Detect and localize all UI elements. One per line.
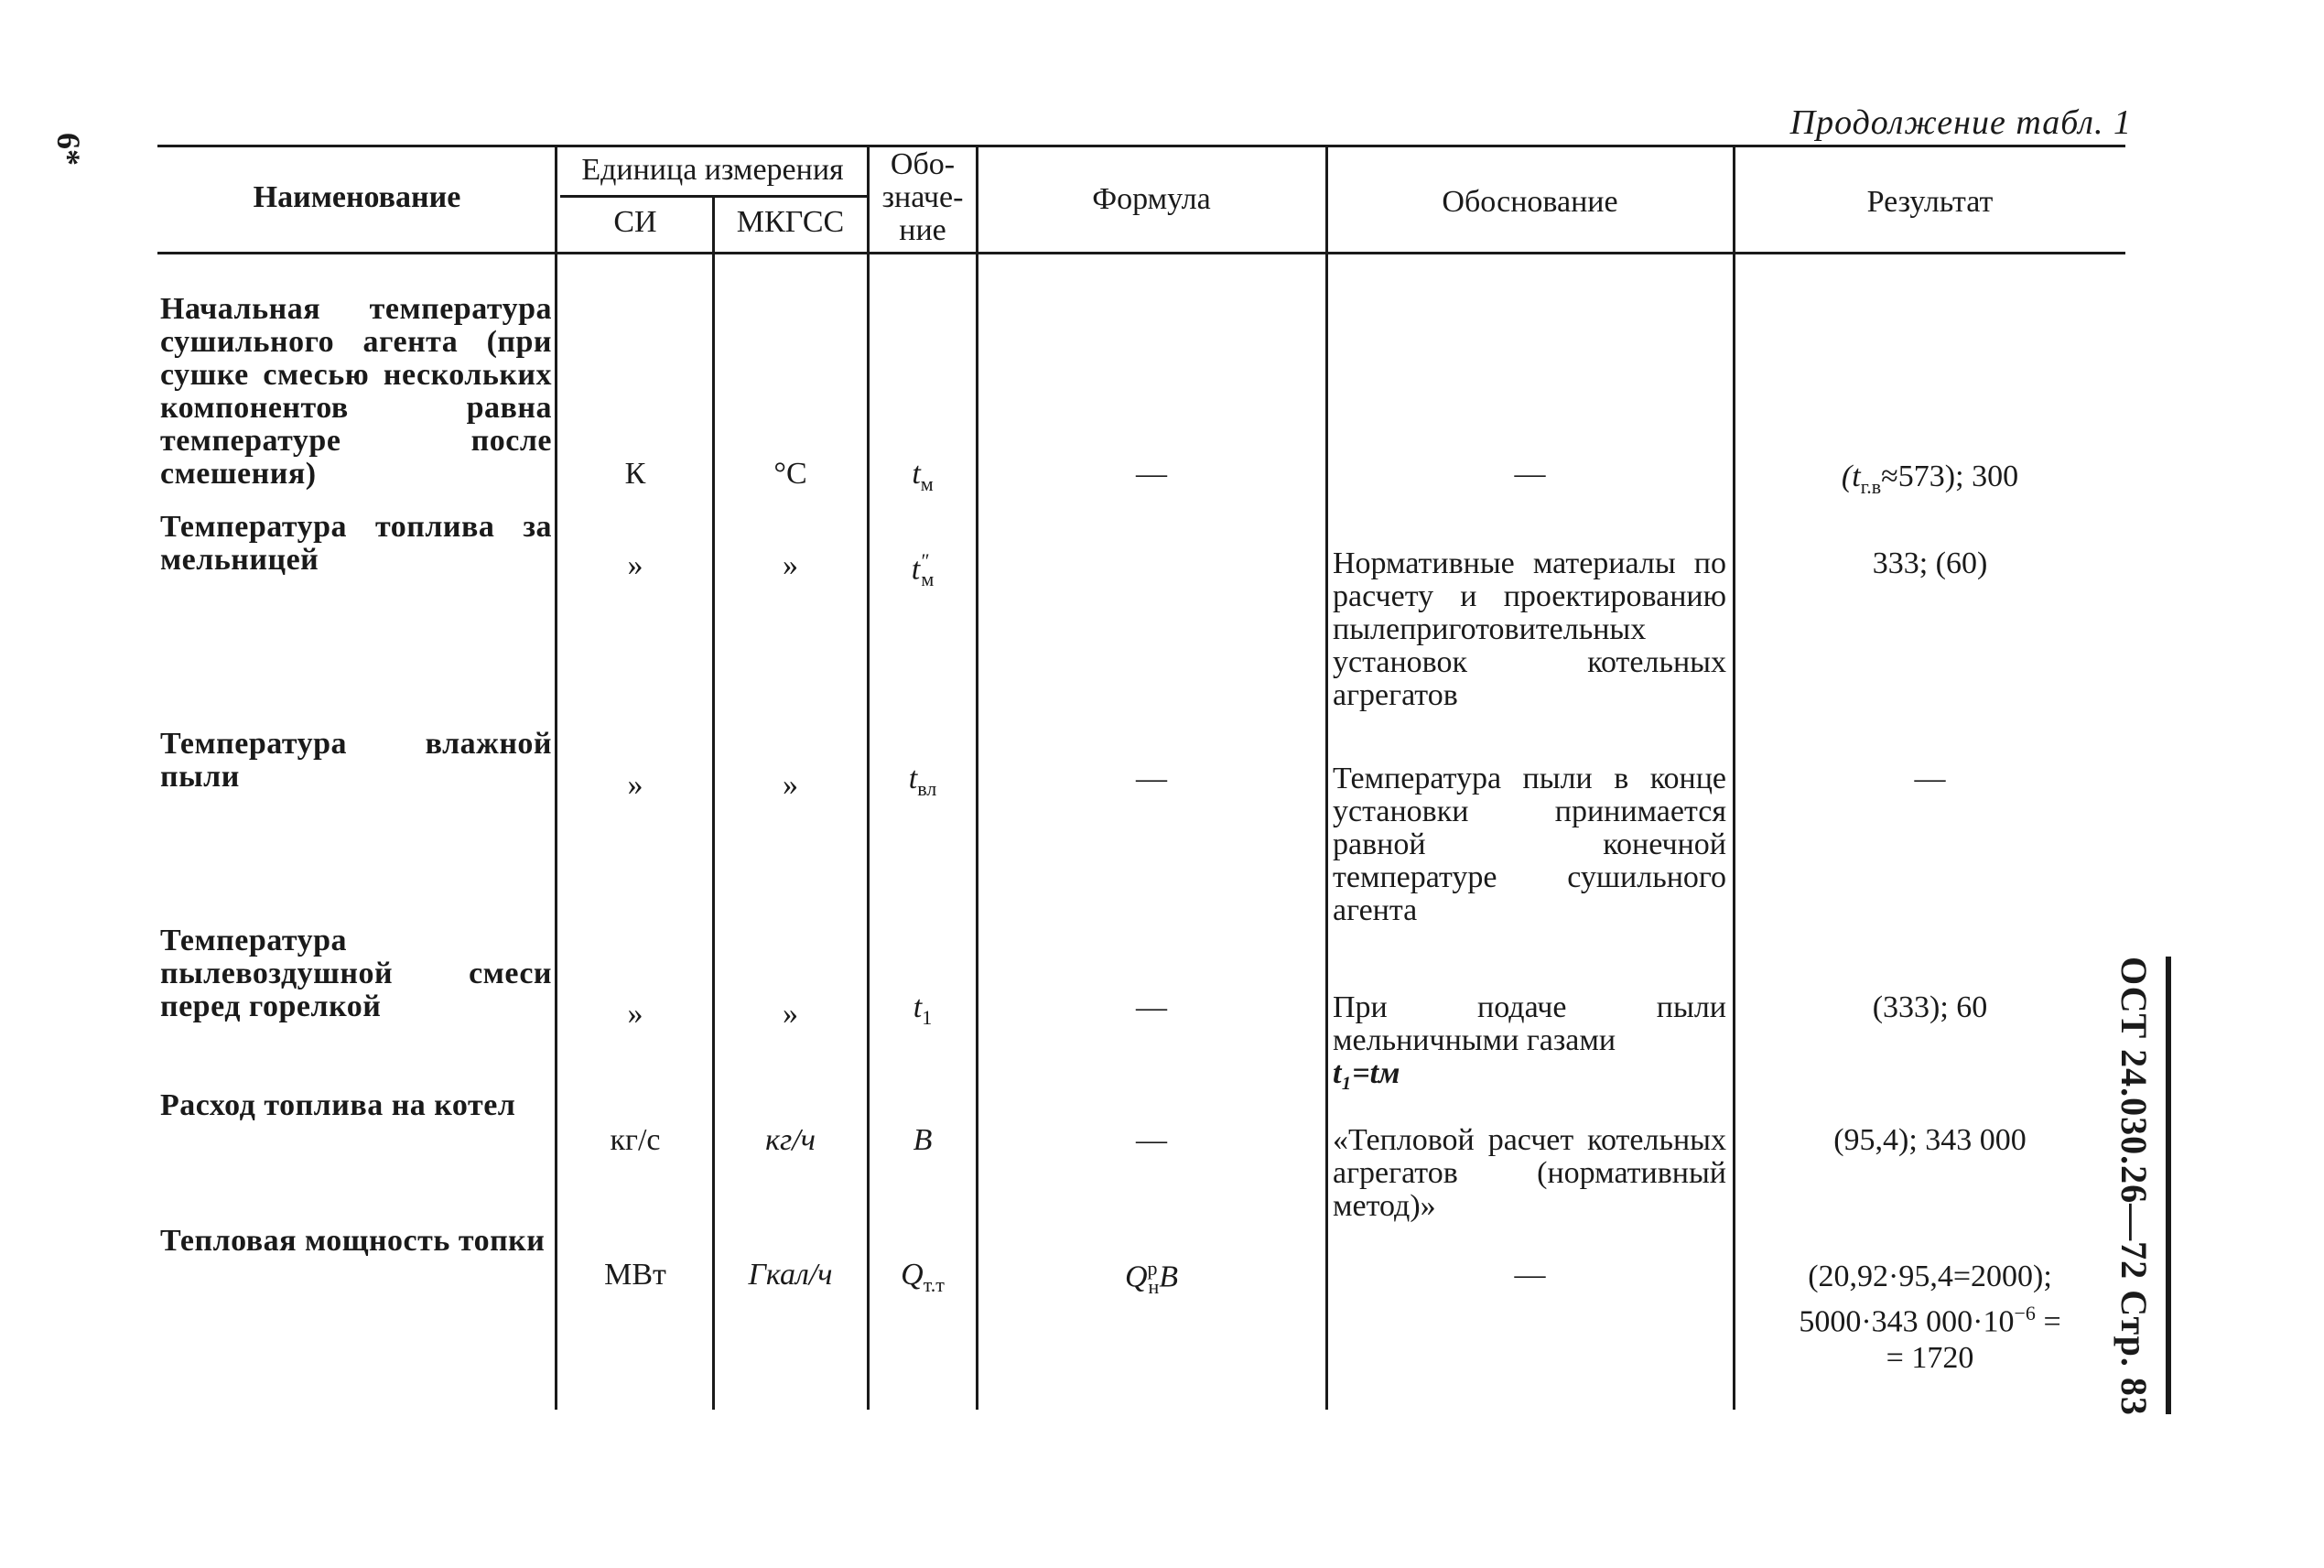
header-symbol-text: Обо-значе-ние <box>881 147 964 247</box>
row-1-formula: — <box>1136 457 1167 491</box>
row-1-symbol <box>870 458 976 501</box>
row-6-result-line-3: = 1720 <box>1886 1341 1974 1376</box>
row-5-unit-si: кг/с <box>610 1123 661 1157</box>
row-4-basis-formula: t₁=tм <box>1333 1056 1400 1090</box>
row-1-result-tail: ≈573); 300 <box>1881 460 2019 493</box>
row-1-result-sub: г.в <box>1860 474 1882 498</box>
col-divider-2 <box>712 197 715 1410</box>
row-3-result: — <box>1914 762 1946 795</box>
row-4-unit-si: » <box>627 997 643 1031</box>
row-5-result: (95,4); 343 000 <box>1833 1123 2027 1157</box>
header-unit-si: СИ <box>613 205 657 239</box>
row-6-result-line-2-base: 5000·343 000·10 <box>1799 1304 2015 1339</box>
row-3-symbol-sub: вл <box>917 776 937 800</box>
row-3-symbol-base: t <box>908 762 918 795</box>
table-continuation-caption: Продолжение табл. 1 <box>1789 103 2132 142</box>
row-6-unit-mkgss: Гкал/ч <box>748 1258 833 1292</box>
row-4-basis-text: При подаче пыли мельничными газами <box>1333 990 1726 1057</box>
row-6-result-line-2 <box>1735 1295 2125 1340</box>
row-6-basis: — <box>1514 1258 1546 1292</box>
table-top-rule <box>157 145 2125 147</box>
row-1-name: Начальная температура сушильного агента (при сушке смесью нескольких компонентов равна температуре после смешения) <box>160 292 552 491</box>
row-6-symbol-sub: т.т <box>923 1272 945 1296</box>
row-4-symbol <box>870 991 976 1034</box>
row-2-symbol-sup: ″ <box>920 549 929 572</box>
row-6-symbol <box>870 1259 976 1302</box>
row-1-basis: — <box>1514 457 1546 491</box>
row-4-formula: — <box>1136 990 1167 1024</box>
row-3-basis: Температура пыли в конце установки принимается равной конечной температуре сушильного агента <box>1333 762 1726 927</box>
col-divider-5 <box>1325 146 1328 1410</box>
row-2-result: 333; (60) <box>1872 546 1988 580</box>
row-1-result <box>1735 460 2125 503</box>
row-6-formula-sub: н <box>1148 1275 1160 1299</box>
row-5-symbol: B <box>913 1123 933 1157</box>
header-result: Результат <box>1866 185 1994 219</box>
header-unit-mkgss: МКГСС <box>736 205 845 239</box>
header-formula: Формула <box>1092 182 1211 216</box>
row-2-unit-mkgss: » <box>783 548 798 582</box>
row-4-unit-mkgss: » <box>783 997 798 1031</box>
row-4-symbol-sub: 1 <box>922 1005 933 1029</box>
row-6-formula-base: Q <box>1124 1260 1148 1294</box>
row-5-basis: «Тепловой расчет котельных агрегатов (нормативный метод)» <box>1333 1123 1726 1223</box>
row-6-formula-tail: B <box>1159 1260 1179 1294</box>
row-4-name: Температура пылевоздушной смеси перед горелкой <box>160 924 552 1023</box>
row-2-symbol <box>870 545 976 596</box>
row-2-symbol-sub: м <box>921 568 935 591</box>
row-4-basis <box>1333 991 1726 1090</box>
header-bottom-rule <box>157 252 2125 254</box>
row-5-name: Расход топлива на котел <box>160 1088 516 1122</box>
row-6-formula <box>978 1252 1325 1303</box>
row-3-unit-mkgss: » <box>783 768 798 802</box>
row-3-symbol <box>870 762 976 806</box>
row-4-result: (333); 60 <box>1872 990 1988 1024</box>
col-divider-1 <box>555 146 557 1410</box>
header-name: Наименование <box>253 180 461 214</box>
header-basis: Обоснование <box>1442 185 1618 219</box>
row-6-result-line-1: (20,92·95,4=2000); <box>1808 1260 2052 1293</box>
header-unit-group: Единица измерения <box>581 153 844 187</box>
page-mark: 6* <box>50 133 87 166</box>
row-2-name: Температура топлива за мельницей <box>160 510 552 577</box>
row-6-result-line-2-exp: −6 <box>2014 1302 2036 1325</box>
row-6-result-line-2-eq: = <box>2035 1304 2061 1339</box>
row-5-unit-mkgss: кг/ч <box>765 1123 816 1157</box>
row-4-symbol-base: t <box>913 990 923 1024</box>
row-3-name: Температура влажной пыли <box>160 727 552 794</box>
row-6-formula-sup: р <box>1147 1257 1158 1280</box>
row-6-unit-si: МВт <box>604 1258 666 1292</box>
document-code: ОСТ 24.030.26—72 Стр. 83 <box>2113 957 2155 1416</box>
row-2-basis: Нормативные материалы по расчету и проектированию пылеприготовительных установок котельных агрегатов <box>1333 546 1726 712</box>
header-symbol <box>870 148 976 247</box>
row-3-formula: — <box>1136 762 1167 795</box>
row-1-result-base: (t <box>1841 460 1861 493</box>
row-1-symbol-base: t <box>912 457 921 491</box>
row-1-symbol-sub: м <box>920 471 934 495</box>
row-2-symbol-base: t <box>911 552 921 587</box>
row-6-result <box>1735 1259 2125 1377</box>
row-1-unit-si: К <box>624 457 646 491</box>
row-6-symbol-base: Q <box>901 1258 924 1292</box>
row-5-formula: — <box>1136 1123 1167 1157</box>
row-3-unit-si: » <box>627 768 643 802</box>
row-2-unit-si: » <box>627 548 643 582</box>
row-1-unit-mkgss: °С <box>773 457 807 491</box>
row-6-name: Тепловая мощность топки <box>160 1224 546 1258</box>
side-bar <box>2166 957 2171 1414</box>
